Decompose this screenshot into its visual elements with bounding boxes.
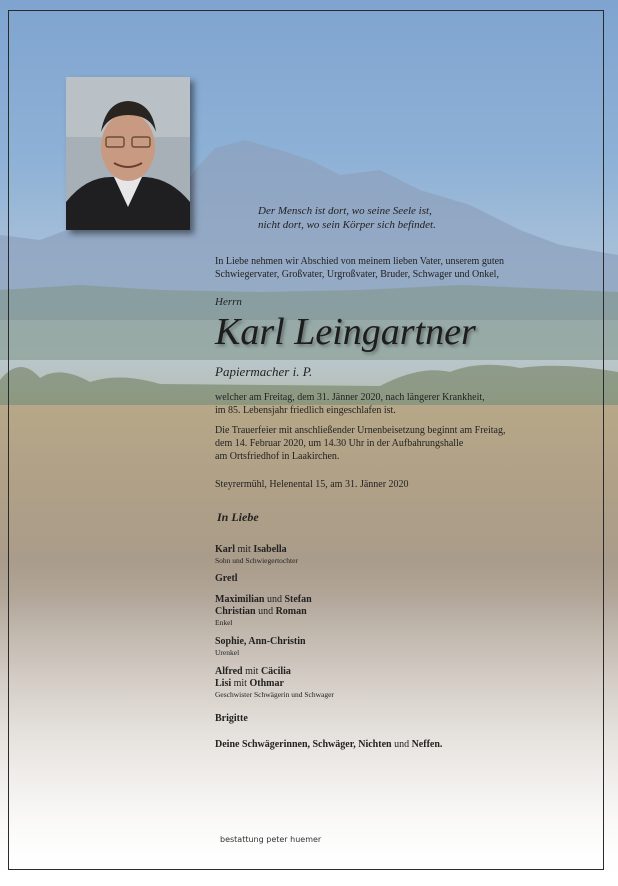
family-group-4 xyxy=(215,636,306,647)
family-connector: mit xyxy=(242,666,261,677)
family-role-1: Sohn und Schwiegertochter xyxy=(215,556,298,565)
family-name: Othmar xyxy=(249,678,284,689)
family-name: Lisi xyxy=(215,678,232,689)
family-connector: und xyxy=(391,739,412,750)
family-name: Isabella xyxy=(253,544,287,555)
death-line-2: im 85. Lebensjahr friedlich eingeschlafen ist. xyxy=(215,405,396,416)
death-line-1: welcher am Freitag, dem 31. Jänner 2020, nach längerer Krankheit, xyxy=(215,392,485,403)
family-name: Brigitte xyxy=(215,713,248,724)
family-group-7 xyxy=(215,739,442,750)
place-date: Steyrermühl, Helenental 15, am 31. Jänner 2020 xyxy=(215,479,409,490)
undertaker-credit: bestattung peter huemer xyxy=(220,835,322,844)
family-connector: mit xyxy=(231,678,250,689)
family-connector: und xyxy=(264,594,285,605)
family-name: Christian xyxy=(215,606,256,617)
family-name: Deine Schwägerinnen, Schwäger, Nichten xyxy=(215,739,392,750)
funeral-line-2: dem 14. Februar 2020, um 14.30 Uhr in der Aufbahrungshalle xyxy=(215,438,464,449)
family-group-5b xyxy=(215,678,284,689)
mourners-heading: In Liebe xyxy=(217,510,259,524)
family-name: Karl xyxy=(215,544,235,555)
family-name: Stefan xyxy=(284,594,312,605)
family-name: Gretl xyxy=(215,573,238,584)
family-role-5: Geschwister Schwägerin und Schwager xyxy=(215,690,334,699)
family-name: Neffen. xyxy=(411,739,443,750)
family-role-3: Enkel xyxy=(215,618,233,627)
family-connector: mit xyxy=(235,544,254,555)
family-group-2 xyxy=(215,573,238,584)
family-name: Alfred xyxy=(215,666,243,677)
family-connector: und xyxy=(255,606,276,617)
family-group-5a xyxy=(215,666,291,677)
portrait-photo xyxy=(66,77,190,230)
family-name: Roman xyxy=(275,606,307,617)
profession: Papiermacher i. P. xyxy=(215,364,313,379)
funeral-line-3: am Ortsfriedhof in Laakirchen. xyxy=(215,451,340,462)
family-group-3b xyxy=(215,606,307,617)
family-role-4: Urenkel xyxy=(215,648,240,657)
salutation: Herrn xyxy=(215,296,242,308)
quote-line-1: Der Mensch ist dort, wo seine Seele ist, xyxy=(258,205,432,217)
quote-line-2: nicht dort, wo sein Körper sich befindet. xyxy=(258,219,436,231)
funeral-line-1: Die Trauerfeier mit anschließender Urnenbeisetzung beginnt am Freitag, xyxy=(215,425,506,436)
intro-line-2: Schwiegervater, Großvater, Urgroßvater, Bruder, Schwager und Onkel, xyxy=(215,269,499,280)
family-name: Maximilian xyxy=(215,594,265,605)
family-name: Cäcilia xyxy=(260,666,291,677)
intro-line-1: In Liebe nehmen wir Abschied von meinem lieben Vater, unserem guten xyxy=(215,256,505,267)
family-name: Sophie, Ann-Christin xyxy=(215,636,306,647)
family-group-3a xyxy=(215,594,312,605)
family-group-1 xyxy=(215,544,287,555)
deceased-name: Karl Leingartner xyxy=(215,311,476,353)
family-group-6 xyxy=(215,713,248,724)
